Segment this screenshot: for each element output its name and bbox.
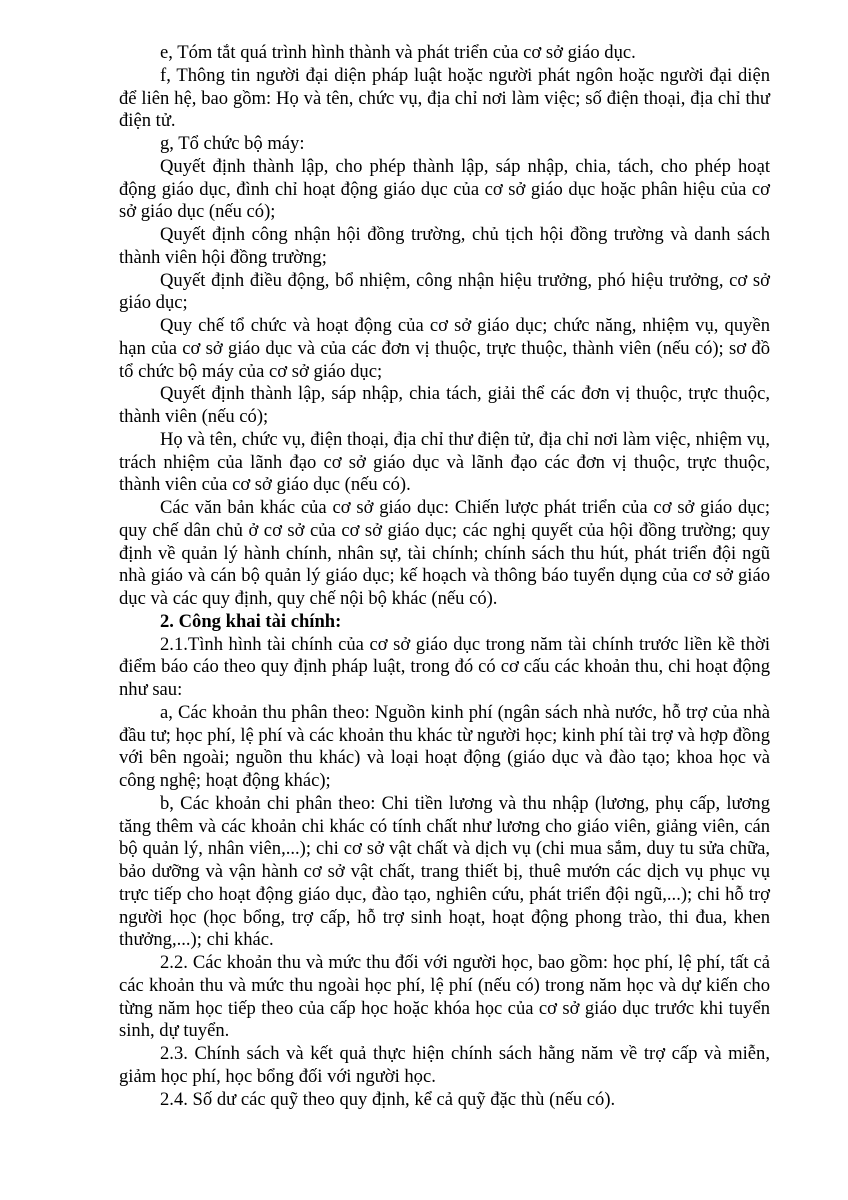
paragraph-a-revenues: a, Các khoản thu phân theo: Nguồn kinh phí (ngân sách nhà nước, hỗ trợ của nhà đầu tư; học phí, lệ phí và các khoản thu khác từ người học; kinh phí tài trợ và hợp đồng với bên ngoài; nguồn thu khác) và loại hoạt động (giáo dục và đào tạo; khoa học và công nghệ; hoạt động khác);: [119, 701, 770, 791]
paragraph-school-council: Quyết định công nhận hội đồng trường, chủ tịch hội đồng trường và danh sách thành viên hội đồng trường;: [119, 224, 770, 268]
paragraph-g-organization: g, Tổ chức bộ máy:: [160, 133, 305, 154]
paragraph-2-4-fund-balance: 2.4. Số dư các quỹ theo quy định, kể cả quỹ đặc thù (nếu có).: [160, 1088, 616, 1110]
paragraph-2-1-financial-status: 2.1.Tình hình tài chính của cơ sở giáo dục trong năm tài chính trước liền kề thời điểm báo cáo theo quy định pháp luật, trong đó có cơ cấu các khoản thu, chi hoạt động như sau:: [119, 633, 770, 700]
document-page: [119, 42, 770, 1111]
paragraph-f-representative: f, Thông tin người đại diện pháp luật hoặc người phát ngôn hoặc người đại diện để liên hệ, bao gồm: Họ và tên, chức vụ, địa chỉ nơi làm việc; số điện thoại, địa chỉ thư điện tử.: [119, 64, 770, 132]
paragraph-regulations: Quy chế tổ chức và hoạt động của cơ sở giáo dục; chức năng, nhiệm vụ, quyền hạn của cơ sở giáo dục và của các đơn vị thuộc, trực thuộc, thành viên (nếu có); sơ đồ tổ chức bộ máy của cơ sở giáo dục;: [119, 315, 770, 382]
paragraph-principal-appointment: Quyết định điều động, bổ nhiệm, công nhận hiệu trưởng, phó hiệu trưởng, cơ sở giáo dục;: [119, 269, 770, 314]
section-heading-financial-disclosure: 2. Công khai tài chính:: [160, 610, 342, 632]
paragraph-other-documents: Các văn bản khác của cơ sở giáo dục: Chiến lược phát triển của cơ sở giáo dục; quy chế dân chủ ở cơ sở của cơ sở giáo dục; các nghị quyết của hội đồng trường; quy định về quản lý hành chính, nhân sự, tài chính; chính sách thu hút, phát triển đội ngũ nhà giáo và cán bộ quản lý giáo dục; kế hoạch và thông báo tuyển dụng của cơ sở giáo dục và các quy định, quy chế nội bộ khác (nếu có).: [119, 497, 770, 609]
paragraph-establishment-decision: Quyết định thành lập, cho phép thành lập, sáp nhập, chia, tách, cho phép hoạt động giáo dục, đình chỉ hoạt động giáo dục của cơ sở giáo dục hoặc phân hiệu của cơ sở giáo dục (nếu có);: [119, 155, 770, 223]
paragraph-units-decision: Quyết định thành lập, sáp nhập, chia tách, giải thể các đơn vị thuộc, trực thuộc, thành viên (nếu có);: [119, 383, 770, 427]
paragraph-leadership-info: Họ và tên, chức vụ, điện thoại, địa chỉ thư điện tử, địa chỉ nơi làm việc, nhiệm vụ, trách nhiệm của lãnh đạo cơ sở giáo dục và lãnh đạo các đơn vị thuộc, trực thuộc, thành viên của cơ sở giáo dục (nếu có).: [119, 428, 770, 496]
paragraph-2-2-fees: 2.2. Các khoản thu và mức thu đối với người học, bao gồm: học phí, lệ phí, tất cả các khoản thu và mức thu ngoài học phí, lệ phí (nếu có) trong năm học và dự kiến cho từng năm học tiếp theo của cấp học hoặc khóa học của cơ sở giáo dục trước khi tuyển sinh, dự tuyển.: [119, 952, 770, 1042]
paragraph-e-summary: e, Tóm tắt quá trình hình thành và phát triển của cơ sở giáo dục.: [160, 42, 636, 63]
paragraph-2-3-policies: 2.3. Chính sách và kết quả thực hiện chính sách hằng năm về trợ cấp và miễn, giảm học phí, học bổng đối với người học.: [119, 1043, 770, 1087]
paragraph-b-expenditures: b, Các khoản chi phân theo: Chi tiền lương và thu nhập (lương, phụ cấp, lương tăng thêm và các khoản chi khác có tính chất như lương cho giáo viên, giảng viên, cán bộ quản lý, nhân viên,...); chi cơ sở vật chất và dịch vụ (chi mua sắm, duy tu sửa chữa, bảo dưỡng và vận hành cơ sở vật chất, trang thiết bị, thuê mướn các dịch vụ phục vụ trực tiếp cho hoạt động giáo dục, đào tạo, nghiên cứu, phát triển đội ngũ,...); chi hỗ trợ người học (học bổng, trợ cấp, hỗ trợ sinh hoạt, hoạt động phong trào, thi đua, khen thưởng,...); chi khác.: [119, 792, 770, 951]
